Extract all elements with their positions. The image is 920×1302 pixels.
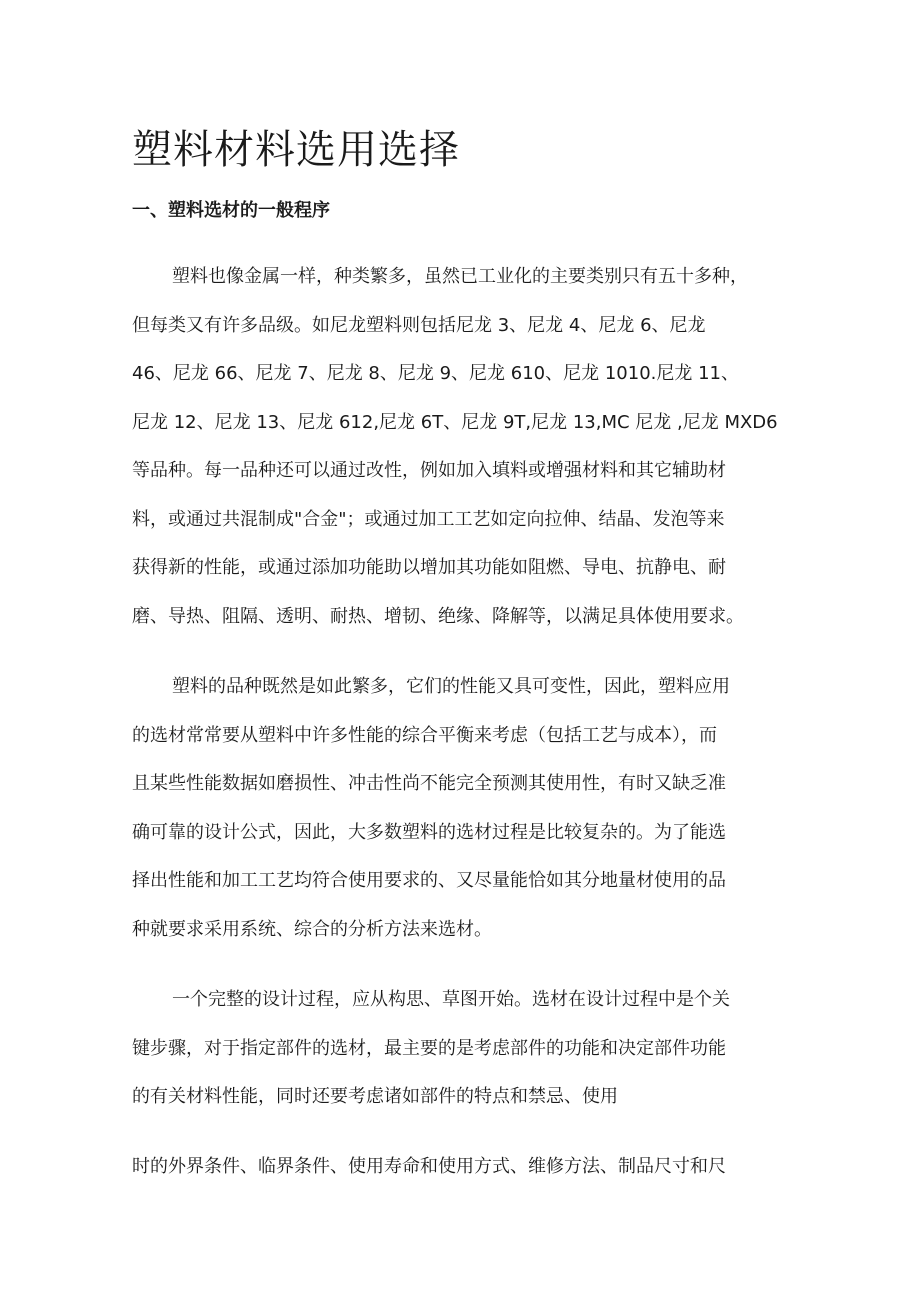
document-title: 塑料材料选用选择 — [132, 127, 460, 173]
paragraph-line: 但每类又有许多品级。如尼龙塑料则包括尼龙 3、尼龙 4、尼龙 6、尼龙 — [132, 315, 706, 336]
paragraph-line: 种就要求采用系统、综合的分析方法来选材。 — [132, 919, 492, 940]
section-heading: 一、塑料选材的一般程序 — [132, 200, 330, 221]
paragraph-line: 塑料也像金属一样，种类繁多，虽然已工业化的主要类别只有五十多种， — [172, 266, 748, 287]
paragraph-line: 料，或通过共混制成"合金"；或通过加工工艺如定向拉伸、结晶、发泡等来 — [132, 509, 725, 530]
paragraph-line: 磨、导热、阻隔、透明、耐热、增韧、绝缘、降解等，以满足具体使用要求。 — [132, 606, 744, 627]
paragraph-line: 塑料的品种既然是如此繁多，它们的性能又具可变性，因此，塑料应用 — [172, 676, 730, 697]
paragraph-line: 46、尼龙 66、尼龙 7、尼龙 8、尼龙 9、尼龙 610、尼龙 1010.尼龙 11、 — [132, 363, 740, 384]
paragraph-line: 的有关材料性能，同时还要考虑诸如部件的特点和禁忌、使用 — [132, 1086, 618, 1107]
paragraph-line: 一个完整的设计过程，应从构思、草图开始。选材在设计过程中是个关 — [172, 989, 730, 1010]
paragraph-line: 键步骤，对于指定部件的选材，最主要的是考虑部件的功能和决定部件功能 — [132, 1038, 726, 1059]
paragraph-line: 且某些性能数据如磨损性、冲击性尚不能完全预测其使用性，有时又缺乏准 — [132, 773, 726, 794]
paragraph-line: 尼龙 12、尼龙 13、尼龙 612,尼龙 6T、尼龙 9T,尼龙 13,MC 尼龙 ,尼龙 MXD6 — [132, 412, 778, 433]
paragraph-line: 择出性能和加工工艺均符合使用要求的、又尽量能恰如其分地量材使用的品 — [132, 870, 726, 891]
paragraph-line: 的选材常常要从塑料中许多性能的综合平衡来考虑（包括工艺与成本），而 — [132, 725, 717, 746]
paragraph-line: 获得新的性能，或通过添加功能助以增加其功能如阻燃、导电、抗静电、耐 — [132, 557, 726, 578]
paragraph-line: 时的外界条件、临界条件、使用寿命和使用方式、维修方法、制品尺寸和尺 — [132, 1156, 726, 1177]
paragraph-line: 等品种。每一品种还可以通过改性，例如加入填料或增强材料和其它辅助材 — [132, 460, 726, 481]
paragraph-line: 确可靠的设计公式，因此，大多数塑料的选材过程是比较复杂的。为了能选 — [132, 822, 726, 843]
